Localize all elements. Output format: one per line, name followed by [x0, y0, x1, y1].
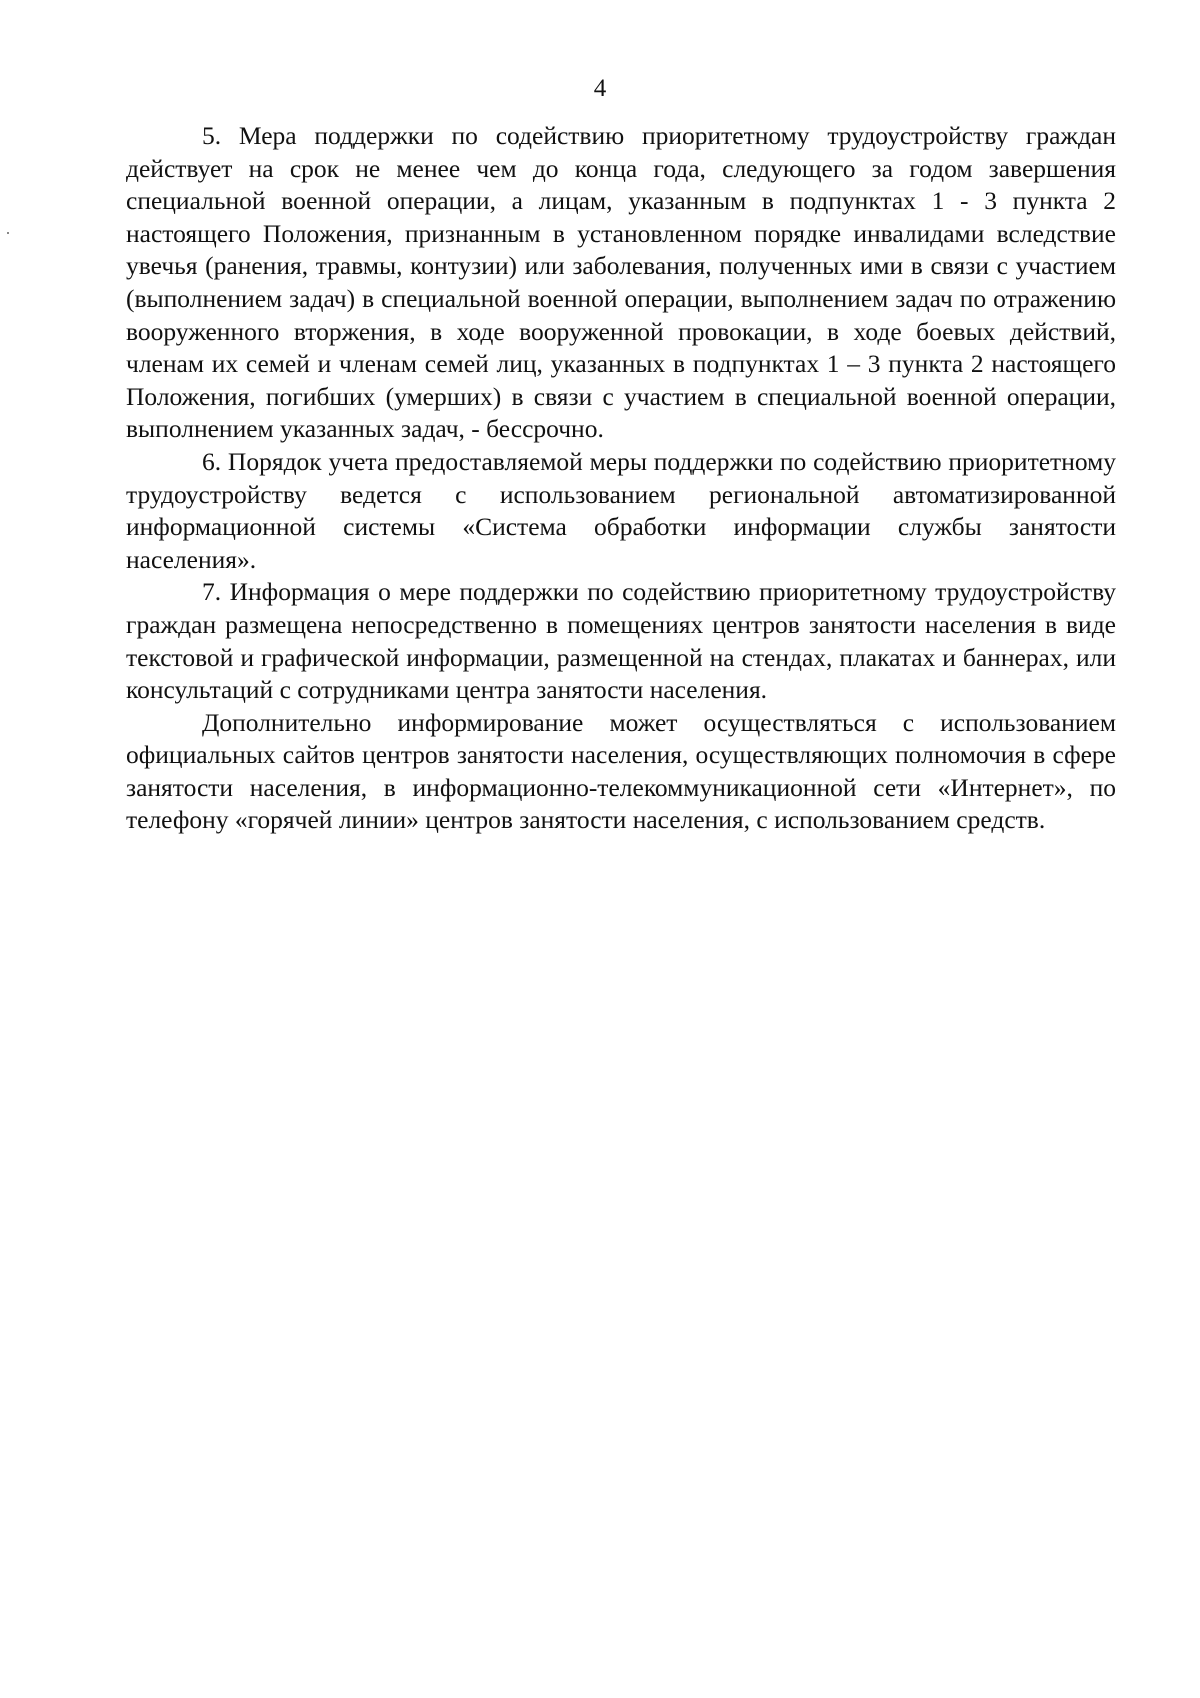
- page-number: 4: [593, 75, 607, 102]
- paragraph-additional: Дополнительно информирование может осуществляться с использованием официальных сайтов центров занятости населения, осуществляющих полномочия в сфере занятости населения, в информационно-телекоммуникационной сети «Интернет», по телефону «горячей линии» центров занятости населения, с использованием средств.: [126, 707, 1116, 835]
- paragraph-6: 6. Порядок учета предоставляемой меры поддержки по содействию приоритетному трудоустройству ведется с использованием региональной автоматизированной информационной системы «Система обработки информации службы занятости населения».: [126, 446, 1116, 574]
- paragraph-5: 5. Мера поддержки по содействию приоритетному трудоустройству граждан действует на срок не менее чем до конца года, следующего за годом завершения специальной военной операции, а лицам, указанным в подпунктах 1 - 3 пункта 2 настоящего Положения, признанным в установленном порядке инвалидами вследствие увечья (ранения, травмы, контузии) или заболевания, полученных ими в связи с участием (выполнением задач) в специальной военной операции, выполнением задач по отражению вооруженного вторжения, в ходе вооруженной провокации, в ходе боевых действий, членам их семей и членам семей лиц, указанных в подпунктах 1 – 3 пункта 2 настоящего Положения, погибших (умерших) в связи с участием в специальной военной операции, выполнением указанных задач, - бессрочно.: [126, 121, 1116, 444]
- paragraph-7: 7. Информация о мере поддержки по содействию приоритетному трудоустройству граждан размещена непосредственно в помещениях центров занятости населения в виде текстовой и графической информации, размещенной на стендах, плакатах и баннерах, или консультаций с сотрудниками центра занятости населения.: [126, 577, 1116, 705]
- margin-mark: [7, 232, 9, 234]
- document-body: [126, 120, 1116, 837]
